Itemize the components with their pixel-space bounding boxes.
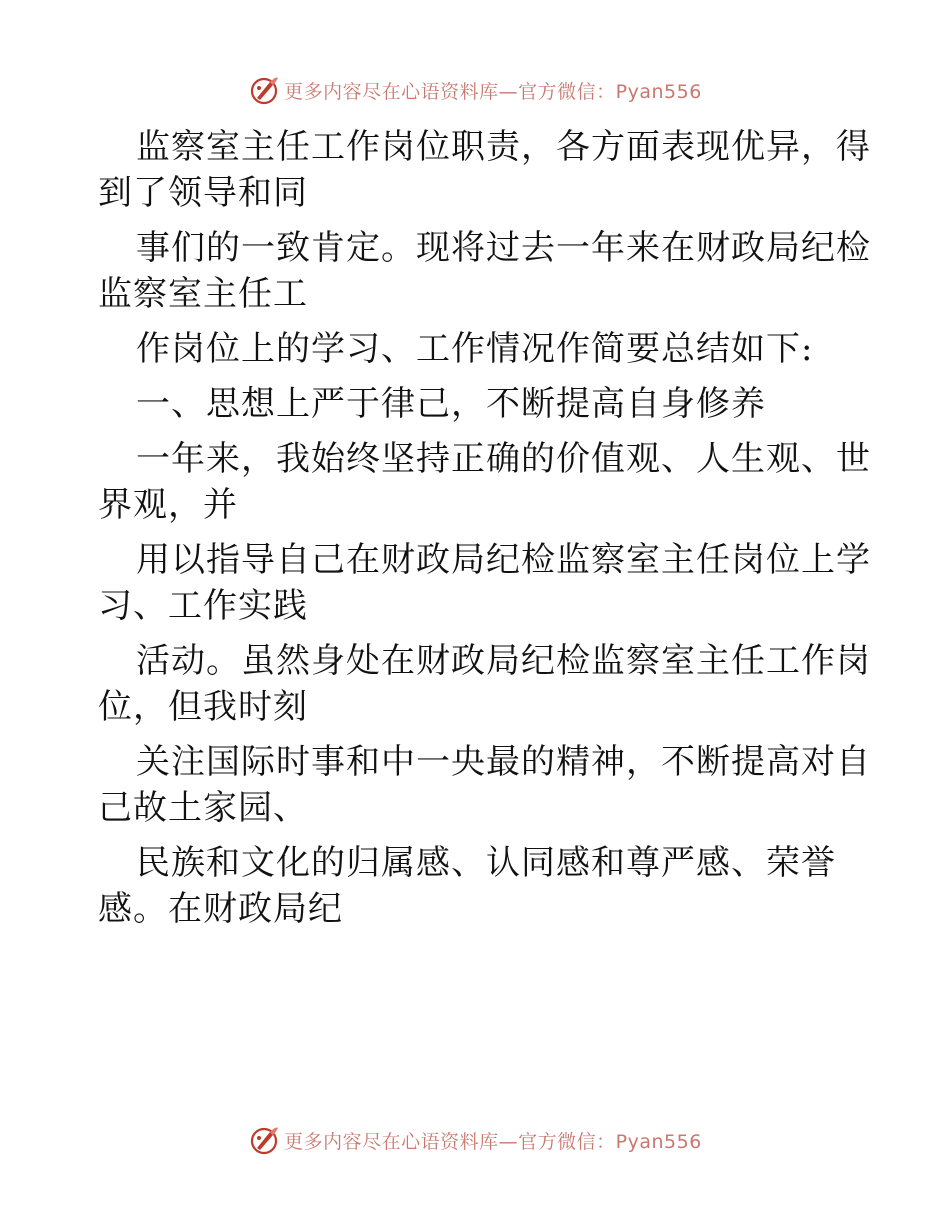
body-line: 监察室主任工作岗位职责，各方面表现优异，得 bbox=[136, 127, 871, 167]
body-line: 己故土家园、 bbox=[98, 788, 308, 828]
body-line: 作岗位上的学习、工作情况作简要总结如下: bbox=[136, 329, 814, 369]
footer-banner-text: 更多内容尽在心语资料库—官方微信：Pyan556 bbox=[284, 1130, 702, 1153]
document-body bbox=[98, 124, 871, 932]
body-line: 到了领导和同 bbox=[98, 173, 308, 213]
body-line: 事们的一致肯定。现将过去一年来在财政局纪检 bbox=[136, 228, 871, 268]
quill-pen-logo-icon bbox=[248, 74, 280, 106]
quill-pen-logo-icon bbox=[248, 1124, 280, 1156]
body-line: 感。在财政局纪 bbox=[98, 889, 343, 929]
header-banner bbox=[0, 70, 950, 110]
footer-banner bbox=[0, 1120, 950, 1160]
body-line: 关注国际时事和中一央最的精神，不断提高对自 bbox=[136, 742, 871, 782]
body-line: 界观，并 bbox=[98, 485, 238, 525]
header-banner-text: 更多内容尽在心语资料库—官方微信：Pyan556 bbox=[284, 80, 702, 103]
body-line: 一年来，我始终坚持正确的价值观、人生观、世 bbox=[136, 439, 871, 479]
body-line: 位，但我时刻 bbox=[98, 687, 308, 727]
body-line: 监察室主任工 bbox=[98, 274, 308, 314]
body-line: 活动。虽然身处在财政局纪检监察室主任工作岗 bbox=[136, 641, 871, 681]
body-line: 习、工作实践 bbox=[98, 586, 308, 626]
section-heading: 一、思想上严于律己，不断提高自身修养 bbox=[136, 384, 766, 424]
body-line: 民族和文化的归属感、认同感和尊严感、荣誉 bbox=[136, 843, 836, 883]
body-line: 用以指导自己在财政局纪检监察室主任岗位上学 bbox=[136, 540, 871, 580]
